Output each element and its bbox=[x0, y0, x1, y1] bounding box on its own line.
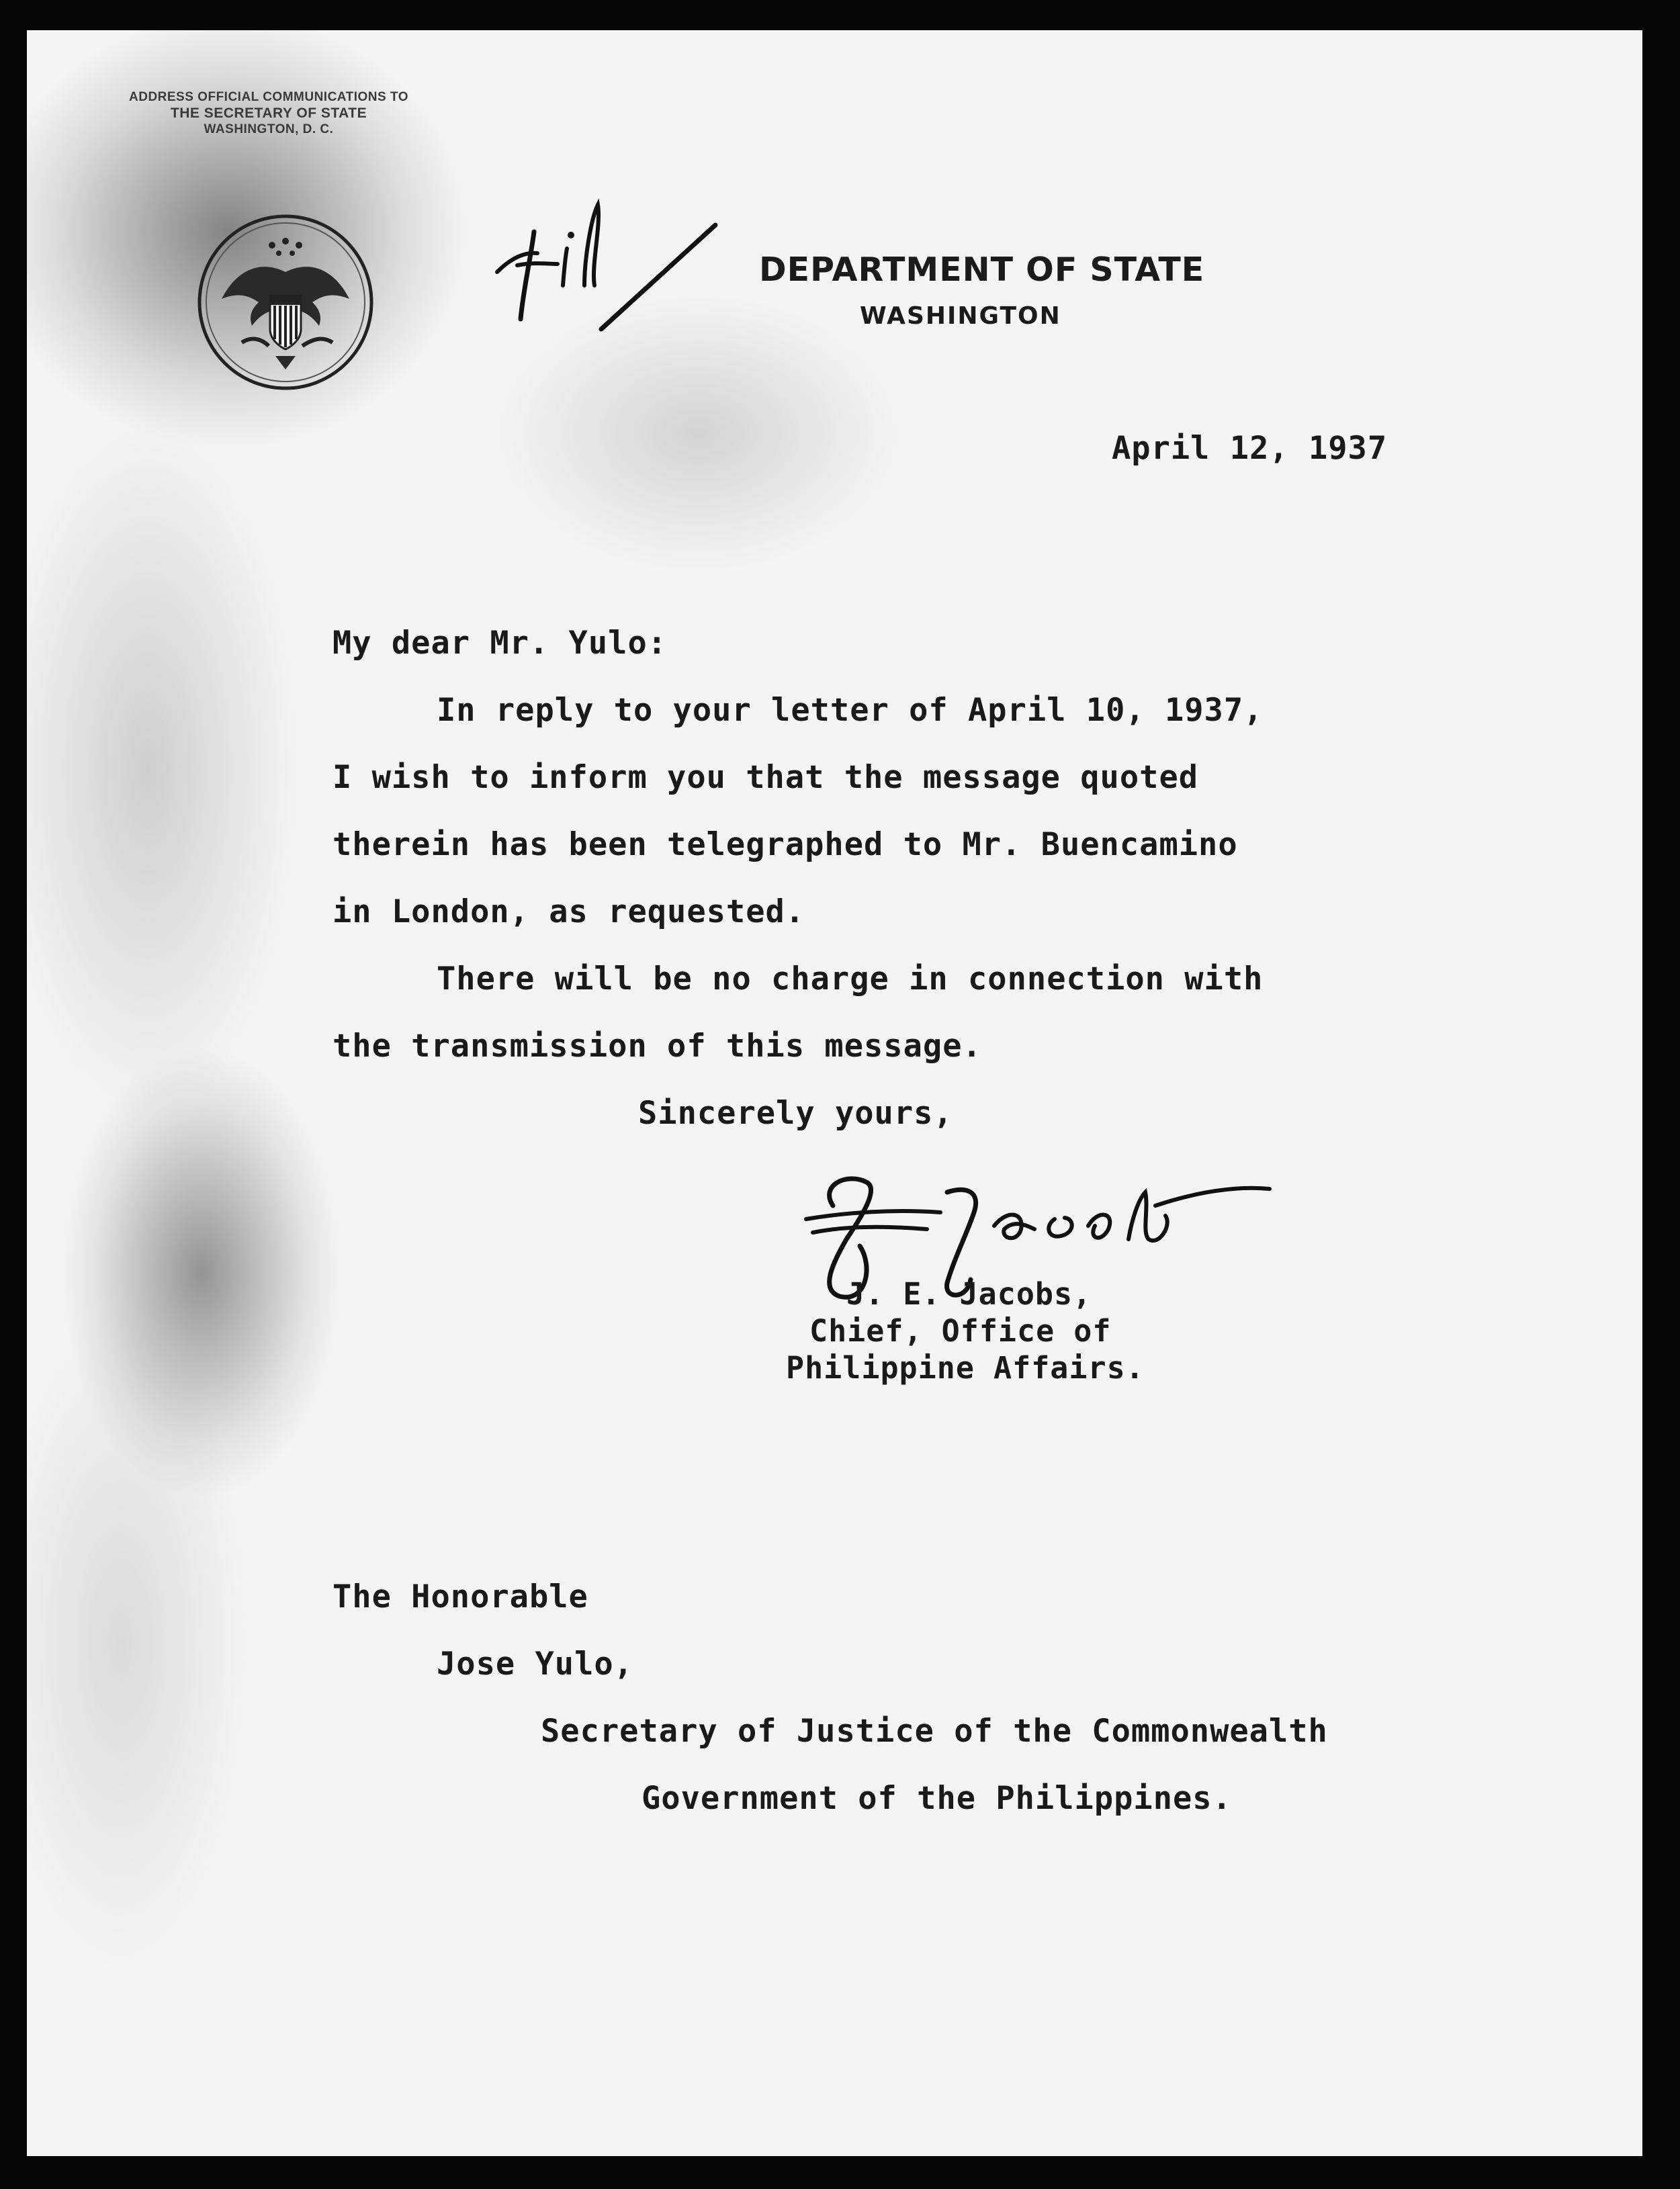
department-title: DEPARTMENT OF STATE bbox=[759, 251, 1205, 289]
body-line: There will be no charge in connection with bbox=[437, 961, 1264, 997]
body-line: I wish to inform you that the message quoted bbox=[333, 759, 1199, 796]
address-line: ADDRESS OFFICIAL COMMUNICATIONS TO bbox=[129, 90, 408, 104]
department-city: WASHINGTON bbox=[860, 302, 1061, 330]
body-line: the transmission of this message. bbox=[333, 1028, 982, 1065]
letterhead-address bbox=[114, 89, 423, 138]
closing: Sincerely yours, bbox=[638, 1095, 953, 1132]
great-seal-icon bbox=[195, 212, 376, 393]
body-line: In reply to your letter of April 10, 1937, bbox=[437, 692, 1264, 729]
body-line: therein has been telegraphed to Mr. Buencamino bbox=[333, 826, 1238, 863]
address-line: WASHINGTON, D. C. bbox=[204, 122, 334, 136]
signer-office: Philippine Affairs. bbox=[786, 1350, 1145, 1386]
signer-title: Chief, Office of bbox=[809, 1313, 1112, 1349]
address-line: THE SECRETARY OF STATE bbox=[170, 105, 367, 121]
salutation: My dear Mr. Yulo: bbox=[333, 625, 668, 662]
recipient-name: Jose Yulo, bbox=[437, 1646, 633, 1683]
letter-date: April 12, 1937 bbox=[1112, 430, 1388, 467]
signer-name: J. E. Jacobs, bbox=[846, 1276, 1092, 1312]
recipient-honorific: The Honorable bbox=[333, 1578, 588, 1615]
recipient-government: Government of the Philippines. bbox=[642, 1780, 1232, 1817]
handwritten-file-note bbox=[484, 185, 725, 346]
recipient-title: Secretary of Justice of the Commonwealth bbox=[541, 1713, 1328, 1750]
letter-page bbox=[27, 30, 1642, 2156]
body-line: in London, as requested. bbox=[333, 893, 805, 930]
